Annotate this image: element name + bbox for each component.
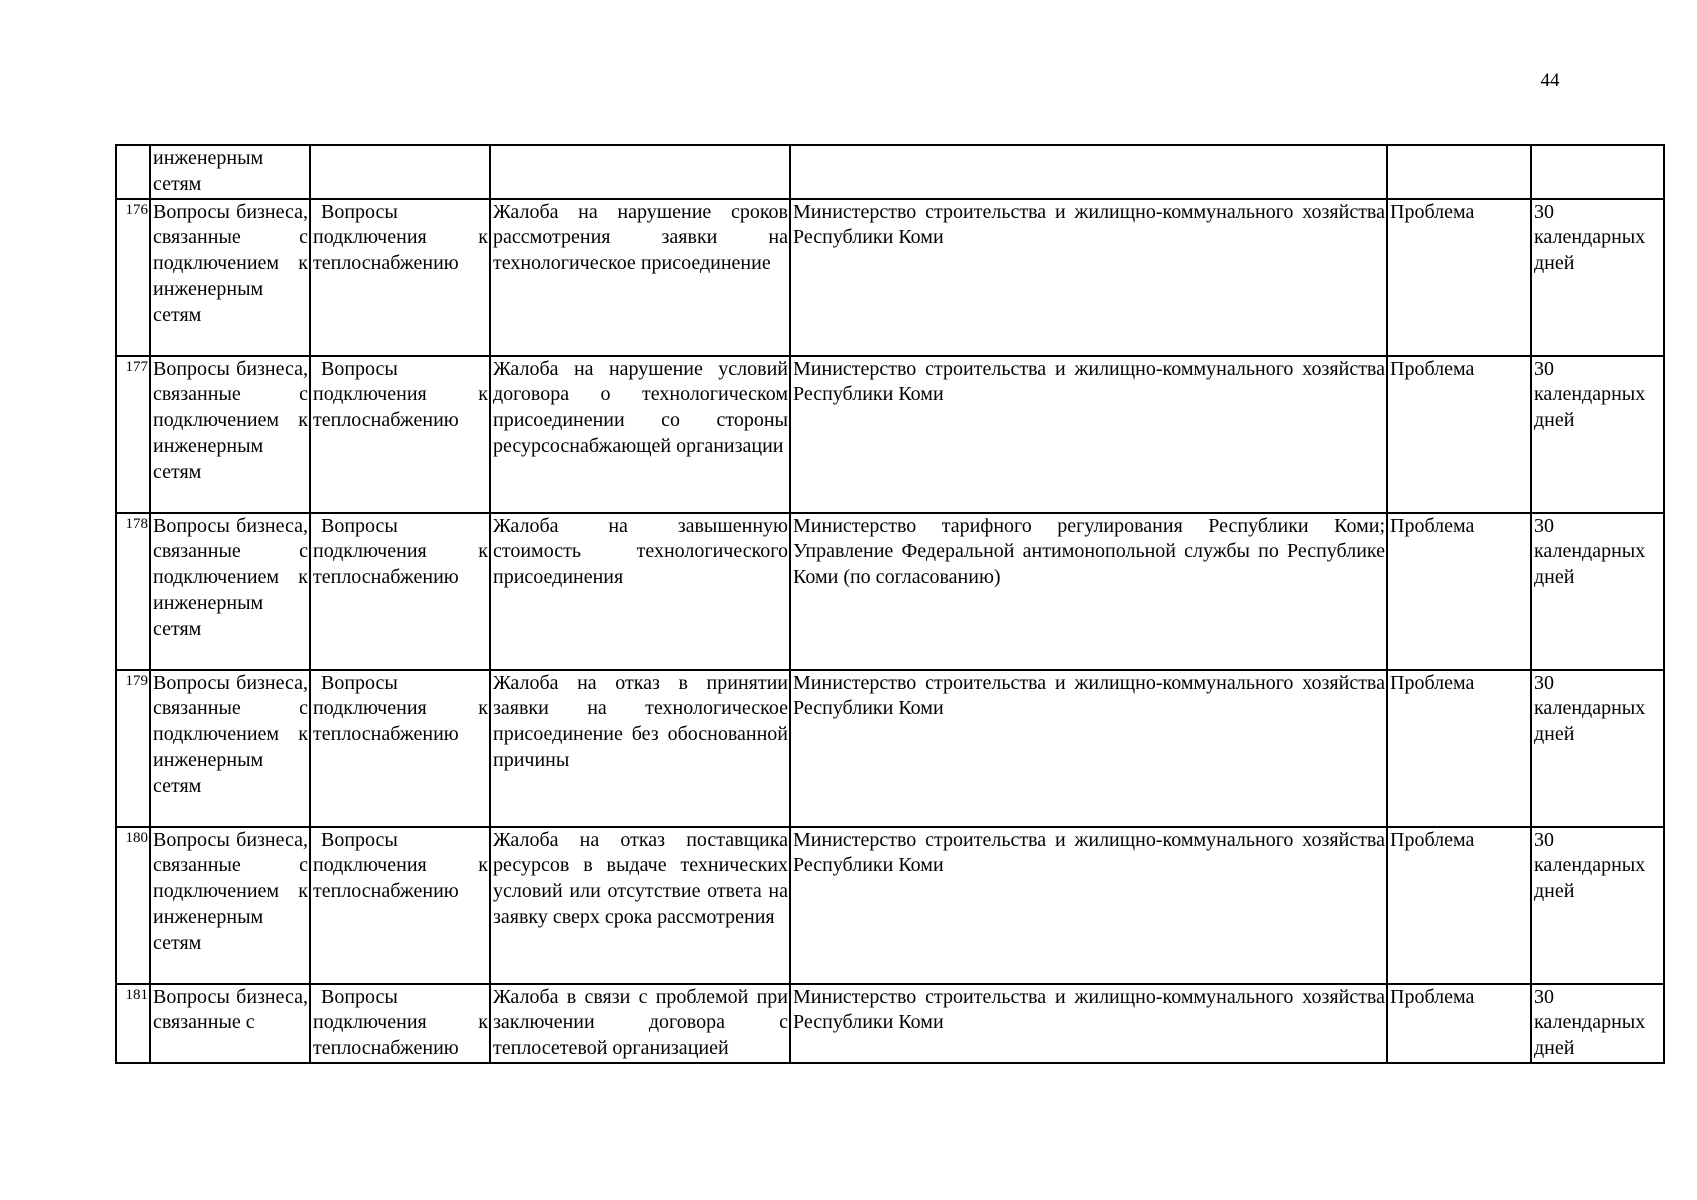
type-cell: Проблема [1387,670,1531,827]
category-cell: Вопросы бизнеса, связанные с подключением к инженерным сетям [150,827,310,984]
table-row [116,513,1664,670]
complaint-cell: Жалоба на отказ поставщика ресурсов в выдаче технических условий или отсутствие ответа на заявку сверх срока рассмотрения [490,827,790,984]
category-cell: инженерным сетям [150,145,310,199]
category-cell: Вопросы бизнеса, связанные с подключением к инженерным сетям [150,670,310,827]
term-cell: 30 календарных дней [1531,513,1664,670]
subcategory-cell [310,145,490,199]
row-number-cell: 177 [116,356,150,513]
subcategory-cell: Вопросы подключения к теплоснабжению [310,827,490,984]
complaint-cell [490,145,790,199]
authority-cell [790,145,1387,199]
row-number-cell: 178 [116,513,150,670]
type-cell: Проблема [1387,513,1531,670]
subcategory-cell: Вопросы подключения к теплоснабжению [310,356,490,513]
subcategory-cell: Вопросы подключения к теплоснабжению [310,513,490,670]
row-number-cell: 180 [116,827,150,984]
term-cell: 30 календарных дней [1531,984,1664,1063]
complaint-cell: Жалоба на отказ в принятии заявки на технологическое присоединение без обоснованной причины [490,670,790,827]
row-number-cell: 179 [116,670,150,827]
row-number-cell [116,145,150,199]
authority-cell: Министерство строительства и жилищно-коммунального хозяйства Республики Коми [790,356,1387,513]
authority-cell: Министерство строительства и жилищно-коммунального хозяйства Республики Коми [790,670,1387,827]
table-row [116,670,1664,827]
type-cell: Проблема [1387,199,1531,356]
term-cell: 30 календарных дней [1531,670,1664,827]
complaint-cell: Жалоба на нарушение сроков рассмотрения заявки на технологическое присоединение [490,199,790,356]
subcategory-cell: Вопросы подключения к теплоснабжению [310,670,490,827]
type-cell: Проблема [1387,356,1531,513]
authority-cell: Министерство тарифного регулирования Республики Коми; Управление Федеральной антимонопольной службы по Республике Коми (по согласованию) [790,513,1387,670]
complaint-cell: Жалоба на нарушение условий договора о технологическом присоединении со стороны ресурсоснабжающей организации [490,356,790,513]
table-row [116,827,1664,984]
term-cell: 30 календарных дней [1531,356,1664,513]
table-row [116,199,1664,356]
table-row [116,356,1664,513]
category-cell: Вопросы бизнеса, связанные с подключением к инженерным сетям [150,199,310,356]
authority-cell: Министерство строительства и жилищно-коммунального хозяйства Республики Коми [790,199,1387,356]
type-cell [1387,145,1531,199]
authority-cell: Министерство строительства и жилищно-коммунального хозяйства Республики Коми [790,827,1387,984]
appeals-table [115,144,1665,1064]
complaint-cell: Жалоба на завышенную стоимость технологического присоединения [490,513,790,670]
row-number-cell: 176 [116,199,150,356]
category-cell: Вопросы бизнеса, связанные с подключением к инженерным сетям [150,513,310,670]
table-row-continuation [116,145,1664,199]
term-cell: 30 календарных дней [1531,827,1664,984]
type-cell: Проблема [1387,827,1531,984]
subcategory-cell: Вопросы подключения к теплоснабжению [310,199,490,356]
term-cell [1531,145,1664,199]
type-cell: Проблема [1387,984,1531,1063]
row-number-cell: 181 [116,984,150,1063]
subcategory-cell: Вопросы подключения к теплоснабжению [310,984,490,1063]
term-cell: 30 календарных дней [1531,199,1664,356]
complaint-cell: Жалоба в связи с проблемой при заключении договора с теплосетевой организацией [490,984,790,1063]
category-cell: Вопросы бизнеса, связанные с [150,984,310,1063]
category-cell: Вопросы бизнеса, связанные с подключением к инженерным сетям [150,356,310,513]
page-number: 44 [1540,70,1560,91]
table-row [116,984,1664,1063]
authority-cell: Министерство строительства и жилищно-коммунального хозяйства Республики Коми [790,984,1387,1063]
